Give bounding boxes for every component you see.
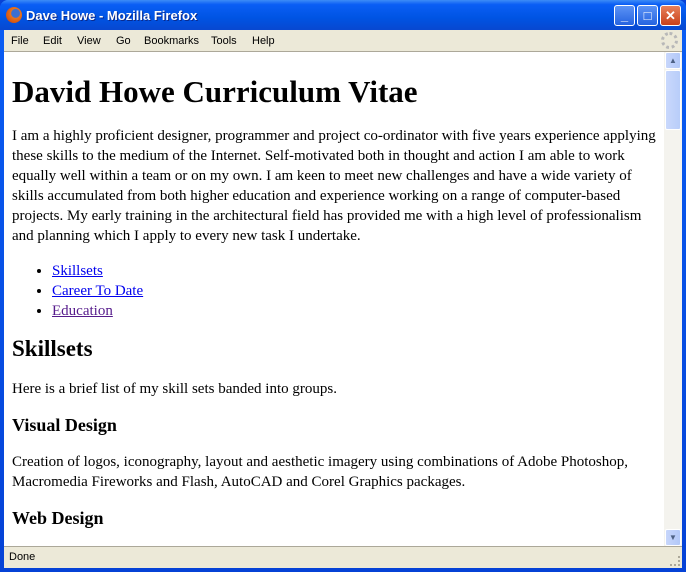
status-text: Done (9, 551, 36, 563)
scroll-down-button[interactable]: ▼ (665, 529, 681, 546)
vertical-scrollbar[interactable] (664, 52, 682, 546)
menu-bar (4, 30, 682, 52)
menu-help[interactable]: Help (252, 35, 275, 47)
subheading-web-design: Web Design (12, 508, 104, 528)
toc-list (52, 261, 656, 321)
scroll-thumb[interactable] (665, 70, 681, 130)
list-item (52, 281, 656, 301)
intro-paragraph: I am a highly proficient designer, programmer and project co-ordinator with five years experience applying these skills to the medium of the Internet. Self-motivated both in thought and action I am able to work equally well within a team or on my own. I am keen to meet new challenges and have a wide variety of skills accumulated from both higher education and experience working on a range of computer-based projects. My early training in the architectural field has provided me with a high level of professionalism and planning which I apply to every new task I undertake. (12, 128, 656, 244)
throbber-icon (661, 32, 678, 49)
link-career[interactable]: Career To Date (52, 283, 144, 299)
subheading-visual-design: Visual Design (12, 415, 117, 435)
maximize-button[interactable]: □ (637, 5, 658, 26)
minimize-button[interactable]: _ (614, 5, 635, 26)
section-heading-skillsets: Skillsets (12, 336, 93, 361)
menu-view[interactable]: View (77, 35, 101, 47)
window-title: Dave Howe - Mozilla Firefox (26, 8, 198, 23)
menu-bookmarks[interactable]: Bookmarks (144, 35, 200, 47)
scroll-up-button[interactable]: ▲ (665, 52, 681, 69)
menu-file[interactable]: File (11, 35, 29, 47)
menu-tools[interactable]: Tools (211, 35, 237, 47)
list-item (52, 301, 656, 321)
skills-intro: Here is a brief list of my skill sets banded into groups. (12, 381, 337, 397)
visual-design-text: Creation of logos, iconography, layout and aesthetic imagery using combinations of Adobe Photoshop, Macromedia Fireworks and Flash, AutoCAD and Corel Graphics packages. (12, 454, 629, 490)
close-button[interactable]: ✕ (660, 5, 681, 26)
menu-go[interactable]: Go (116, 35, 131, 47)
title-bar (0, 0, 686, 30)
link-skillsets[interactable]: Skillsets (52, 263, 103, 279)
firefox-icon (6, 7, 22, 23)
menu-edit[interactable]: Edit (43, 35, 62, 47)
resize-grip[interactable] (670, 556, 680, 566)
link-education[interactable]: Education (52, 303, 113, 319)
page-title: David Howe Curriculum Vitae (12, 74, 418, 109)
status-bar (4, 546, 682, 568)
page-content (4, 52, 664, 546)
list-item (52, 261, 656, 281)
